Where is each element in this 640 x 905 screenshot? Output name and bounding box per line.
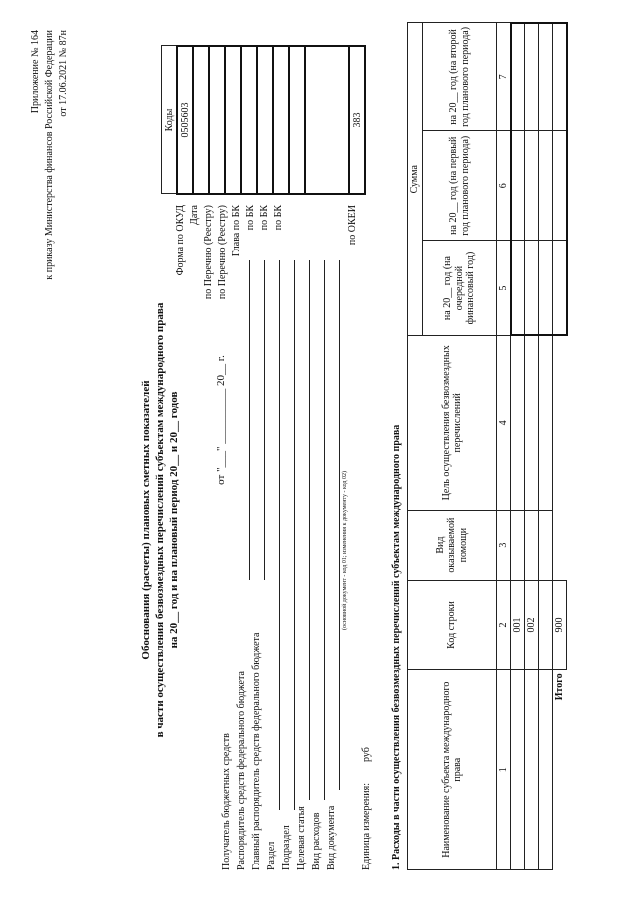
total-row: [553, 23, 567, 870]
field-distributor: Распорядитель средств федерального бюджета: [236, 671, 247, 870]
row-code: 002: [525, 580, 539, 670]
col-num-1: 1: [497, 670, 511, 870]
code-label-date: Дата: [189, 205, 200, 225]
total-sum1: [553, 241, 567, 336]
header-year1: на 20__ год (на очередной финансовый год): [423, 241, 497, 336]
codes-header: Коды: [162, 46, 178, 194]
header-year2: на 20__ год (на первый год планового периода): [423, 131, 497, 241]
field-document-type: Вид документа: [326, 805, 337, 870]
field-expense-type: Вид расходов: [311, 812, 322, 870]
col-num-2: 2: [497, 580, 511, 670]
code-registry2: [225, 46, 241, 194]
field-line: [324, 260, 325, 800]
codes-table: [161, 45, 366, 195]
field-line: [339, 260, 340, 790]
field-subsection: Подраздел: [281, 825, 292, 870]
unit-value: руб: [361, 747, 372, 762]
code-label-registry2: по Перечню (Реестру): [217, 205, 228, 300]
row-purpose: [511, 335, 525, 510]
row-sum2: [525, 131, 539, 241]
row-purpose: [525, 335, 539, 510]
code-registry1: [209, 46, 225, 194]
table-row: [511, 23, 525, 870]
form-date: от "___" __________ 20__ г.: [215, 355, 227, 485]
col-num-5: 5: [497, 241, 511, 336]
total-empty: [553, 335, 567, 510]
code-label-bk1: по БК: [245, 205, 256, 231]
total-sum3: [553, 23, 567, 131]
code-date: [193, 46, 209, 194]
code-okei: 383: [349, 46, 365, 194]
unit-label: Единица измерения:: [361, 783, 372, 870]
total-sum2: [553, 131, 567, 241]
row-sum3: [539, 23, 553, 131]
field-main-distributor: Главный распорядитель средств федерального бюджета: [251, 632, 262, 870]
col-num-7: 7: [497, 23, 511, 131]
header-sum: Сумма: [408, 23, 423, 335]
code-label-okei: по ОКЕИ: [347, 205, 358, 246]
code-label-bk2: по БК: [259, 205, 270, 231]
appendix-order-ref: к приказу Министерства финансов Российской Федерации: [44, 30, 55, 280]
header-kind: Вид оказываемой помощи: [408, 510, 497, 580]
total-empty: [553, 510, 567, 580]
section-title: 1. Расходы в части осуществления безвозмездных перечислений субъектам международного права: [391, 424, 402, 870]
row-sum1: [525, 241, 539, 336]
row-purpose: [539, 335, 553, 510]
table-row: [539, 23, 553, 870]
document-type-note: (основной документ - код 01; изменения к документу - код 02): [342, 471, 348, 630]
header-code: Код строки: [408, 580, 497, 670]
code-label-registry1: по Перечню (Реестру): [203, 205, 214, 300]
row-sum3: [525, 23, 539, 131]
total-code: 900: [553, 580, 567, 670]
header-purpose: Цель осуществления безвозмездных перечислений: [408, 335, 497, 510]
row-name: [525, 670, 539, 870]
row-sum1: [511, 241, 525, 336]
form-title-line1: Обоснования (расчеты) плановых сметных показателей: [140, 380, 152, 660]
row-kind: [511, 510, 525, 580]
code-label-bk3: по БК: [273, 205, 284, 231]
col-num-3: 3: [497, 510, 511, 580]
field-line: [309, 260, 310, 800]
code-bk1: [257, 46, 273, 194]
row-sum2: [539, 131, 553, 241]
rotated-form: [25, 20, 615, 880]
row-kind: [525, 510, 539, 580]
form-title-line3: на 20__ год и на плановый период 20__ и 20__ годов: [168, 391, 180, 649]
field-recipient: Получатель бюджетных средств: [221, 733, 232, 870]
row-kind: [539, 510, 553, 580]
code-label-okud: Форма по ОКУД: [175, 205, 186, 276]
form-title-line2: в части осуществления безвозмездных перечислений субъектам международного права: [154, 302, 166, 738]
table-row: [525, 23, 539, 870]
field-section: Раздел: [266, 841, 277, 870]
appendix-order-date: от 17.06.2021 № 87н: [58, 30, 69, 117]
code-okud: 0505603: [177, 46, 193, 194]
row-sum1: [539, 241, 553, 336]
expenses-table: [407, 22, 568, 870]
code-bk3: [289, 46, 305, 194]
header-name: Наименование субъекта международного права: [408, 670, 497, 870]
col-num-4: 4: [497, 335, 511, 510]
row-code: [539, 580, 553, 670]
row-code: 001: [511, 580, 525, 670]
code-bk2: [273, 46, 289, 194]
code-doc-type: [305, 46, 349, 194]
code-label-chapter: Глава по БК: [231, 205, 242, 257]
code-chapter: [241, 46, 257, 194]
row-sum2: [511, 131, 525, 241]
total-label: Итого: [554, 673, 565, 701]
header-year3: на 20__ год (на второй год планового периода): [423, 23, 497, 131]
row-name: [539, 670, 553, 870]
field-line: [279, 260, 280, 810]
col-num-6: 6: [497, 131, 511, 241]
row-name: [511, 670, 525, 870]
field-target-article: Целевая статья: [296, 806, 307, 870]
appendix-number: Приложение № 164: [30, 30, 41, 114]
field-line: [294, 260, 295, 810]
row-sum3: [511, 23, 525, 131]
